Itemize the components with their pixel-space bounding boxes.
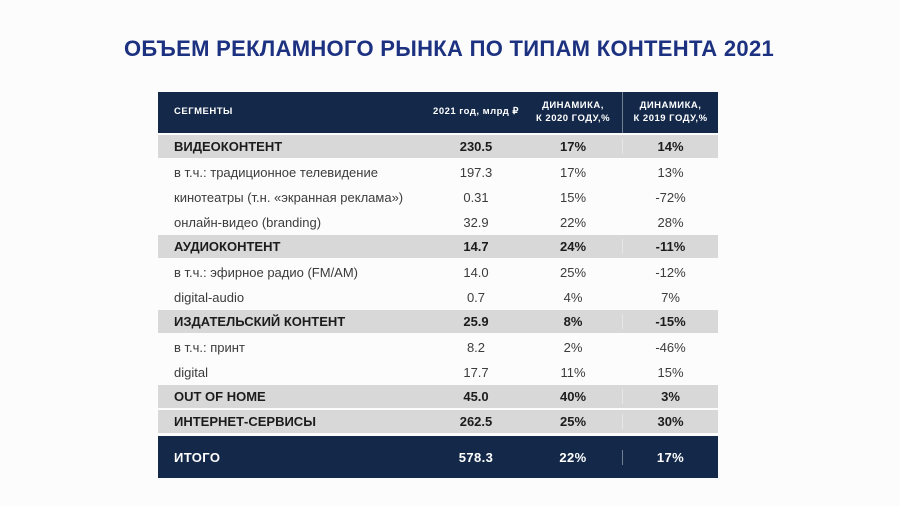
table-row-section bbox=[158, 410, 718, 435]
total-dynamics-2019: 17% bbox=[622, 450, 718, 465]
cell-label: digital-audio bbox=[174, 290, 245, 305]
cell-value: 14.7 bbox=[463, 239, 489, 254]
cell-d2019: -12% bbox=[655, 265, 686, 280]
table-row-sub bbox=[158, 285, 718, 310]
table-row-section bbox=[158, 135, 718, 160]
table-row-section bbox=[158, 235, 718, 260]
table-row-sub bbox=[158, 335, 718, 360]
cell-label: ИНТЕРНЕТ-СЕРВИСЫ bbox=[174, 414, 316, 429]
cell-label: в т.ч.: принт bbox=[174, 340, 245, 355]
cell-d2019: 13% bbox=[657, 165, 684, 180]
cell-d2020: 25% bbox=[559, 414, 587, 429]
cell-label: в т.ч.: традиционное телевидение bbox=[174, 165, 378, 180]
cell-d2019: 15% bbox=[657, 365, 684, 380]
cell-d2020: 17% bbox=[559, 165, 587, 180]
table-header-row bbox=[158, 92, 718, 133]
table-row-sub bbox=[158, 160, 718, 185]
cell-d2019: 14% bbox=[622, 139, 718, 154]
table-row-sub bbox=[158, 185, 718, 210]
col-header-dynamics-2020-line2: К 2020 ГОДУ,% bbox=[535, 112, 611, 124]
cell-d2020: 25% bbox=[559, 265, 587, 280]
cell-d2020: 24% bbox=[559, 239, 587, 254]
col-header-segments: СЕГМЕНТЫ bbox=[174, 106, 233, 118]
table-row-sub bbox=[158, 360, 718, 385]
table-total-row bbox=[158, 436, 718, 478]
col-header-dynamics-2020 bbox=[524, 100, 622, 125]
cell-label: ИЗДАТЕЛЬСКИЙ КОНТЕНТ bbox=[174, 314, 346, 329]
total-value-2021: 578.3 bbox=[458, 449, 494, 465]
cell-d2019: -46% bbox=[655, 340, 686, 355]
cell-value: 17.7 bbox=[463, 365, 489, 380]
col-header-dynamics-2020-line1: ДИНАМИКА, bbox=[542, 100, 604, 112]
cell-d2019: 30% bbox=[622, 414, 718, 429]
cell-value: 45.0 bbox=[463, 389, 489, 404]
cell-d2020: 22% bbox=[559, 215, 587, 230]
cell-d2019: 7% bbox=[661, 290, 680, 305]
cell-d2020: 40% bbox=[559, 389, 587, 404]
cell-label: кинотеатры (т.н. «экранная реклама») bbox=[174, 190, 404, 205]
cell-value: 14.0 bbox=[463, 265, 489, 280]
cell-label: онлайн-видео (branding) bbox=[174, 215, 322, 230]
cell-d2020: 4% bbox=[563, 290, 583, 305]
col-header-dynamics-2019-line2: К 2019 ГОДУ,% bbox=[633, 112, 708, 124]
table-row-sub bbox=[158, 210, 718, 235]
table-row-section bbox=[158, 310, 718, 335]
col-header-dynamics-2019-line1: ДИНАМИКА, bbox=[639, 100, 702, 112]
total-dynamics-2020: 22% bbox=[559, 449, 587, 465]
cell-value: 0.7 bbox=[466, 290, 486, 305]
cell-value: 8.2 bbox=[466, 340, 486, 355]
page-title: ОБЪЕМ РЕКЛАМНОГО РЫНКА ПО ТИПАМ КОНТЕНТА 2021 bbox=[124, 36, 775, 61]
cell-value: 0.31 bbox=[463, 190, 489, 205]
cell-value: 197.3 bbox=[459, 165, 493, 180]
cell-label: ВИДЕОКОНТЕНТ bbox=[174, 139, 283, 154]
cell-value: 32.9 bbox=[463, 215, 489, 230]
cell-d2020: 2% bbox=[563, 340, 583, 355]
cell-d2019: -15% bbox=[622, 314, 718, 329]
cell-d2019: -72% bbox=[655, 190, 686, 205]
cell-label: в т.ч.: эфирное радио (FM/AM) bbox=[174, 265, 359, 280]
cell-value: 262.5 bbox=[459, 414, 493, 429]
cell-d2020: 15% bbox=[559, 190, 587, 205]
table-row-section bbox=[158, 385, 718, 410]
table-body bbox=[158, 135, 718, 435]
table-row-sub bbox=[158, 260, 718, 285]
cell-d2020: 11% bbox=[560, 365, 586, 380]
cell-label: OUT OF HOME bbox=[174, 389, 266, 404]
col-header-dynamics-2019 bbox=[622, 92, 718, 133]
cell-d2019: 28% bbox=[657, 215, 684, 230]
cell-label: АУДИОКОНТЕНТ bbox=[174, 239, 281, 254]
market-table bbox=[158, 92, 718, 478]
cell-label: digital bbox=[174, 365, 208, 380]
col-header-2021-value: 2021 год, млрд ₽ bbox=[433, 106, 519, 118]
cell-d2019: 3% bbox=[622, 389, 718, 404]
total-label: ИТОГО bbox=[174, 449, 221, 465]
cell-value: 230.5 bbox=[459, 139, 493, 154]
cell-d2020: 17% bbox=[559, 139, 587, 154]
cell-d2019: -11% bbox=[622, 239, 718, 254]
cell-d2020: 8% bbox=[563, 314, 583, 329]
cell-value: 25.9 bbox=[463, 314, 489, 329]
